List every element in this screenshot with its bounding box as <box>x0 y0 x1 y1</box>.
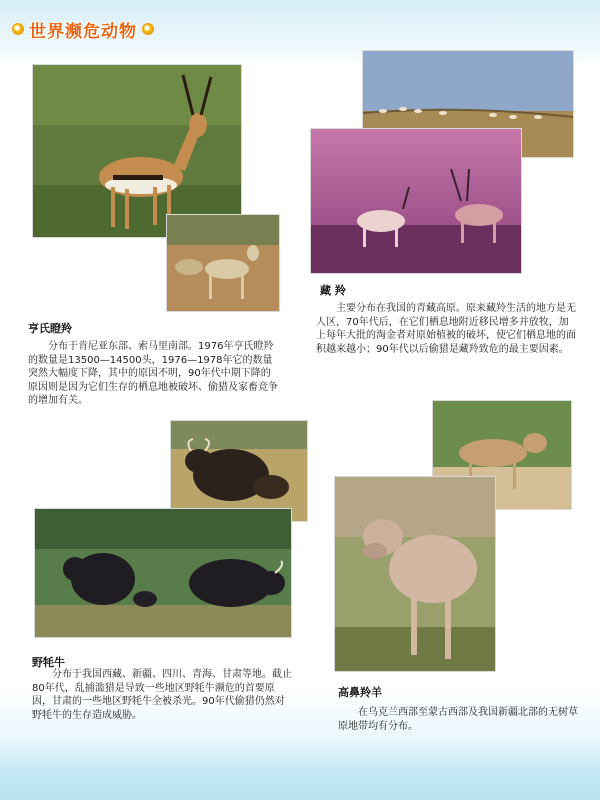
gazelle-heading: 亨氏瞪羚 <box>28 322 72 335</box>
wild-yak-photo-herd <box>34 508 292 638</box>
saiga-heading: 高鼻羚羊 <box>338 686 382 699</box>
gazelle-description: 分布于肯尼亚东部、索马里南部。1976年亨氏瞪羚的数量是13500—14500头，1976—1978年它的数量突然大幅度下降，其中的原因不明，90年代中期下降的原因则是因为它们生存的栖息地被破坏、偷猎及家畜竞争的增加有关。 <box>28 341 278 406</box>
page-header <box>12 14 154 44</box>
gazelle-photo-main <box>32 64 242 238</box>
tibetan-antelope-photo-pair <box>310 128 522 274</box>
gazelle-photo-inset <box>166 214 280 312</box>
bullet-dot-icon <box>12 23 24 35</box>
wild-yak-photo-single <box>170 420 308 522</box>
tibetan-antelope-heading: 藏 羚 <box>320 284 346 297</box>
saiga-photo-front <box>334 476 496 672</box>
page-title: 世界濒危动物 <box>29 21 137 42</box>
wild-yak-heading: 野牦牛 <box>32 656 65 669</box>
tibetan-antelope-description: 主要分布在我国的青藏高原。原来藏羚生活的地方是无人区，70年代后，在它们栖息地附近移民增多并放牧，加上每年大批的淘金者对原始植被的破坏，使它们栖息地的面积越来越小；90年代以后偷猎是藏羚致危的最主要因素。 <box>316 303 576 355</box>
saiga-description: 在乌克兰西部至蒙古西部及我国新疆北部的无树草原地带均有分布。 <box>338 707 578 732</box>
wild-yak-description: 分布于我国西藏、新疆、四川、青海、甘肃等地。截止80年代，乱捕滥猎是导致一些地区野牦牛濒危的首要原因，甘肃的一些地区野牦牛全被杀光。90年代偷猎仍然对野牦牛的生存造成威胁。 <box>32 669 292 721</box>
bullet-dot-icon <box>142 23 154 35</box>
footer-band <box>0 740 600 800</box>
